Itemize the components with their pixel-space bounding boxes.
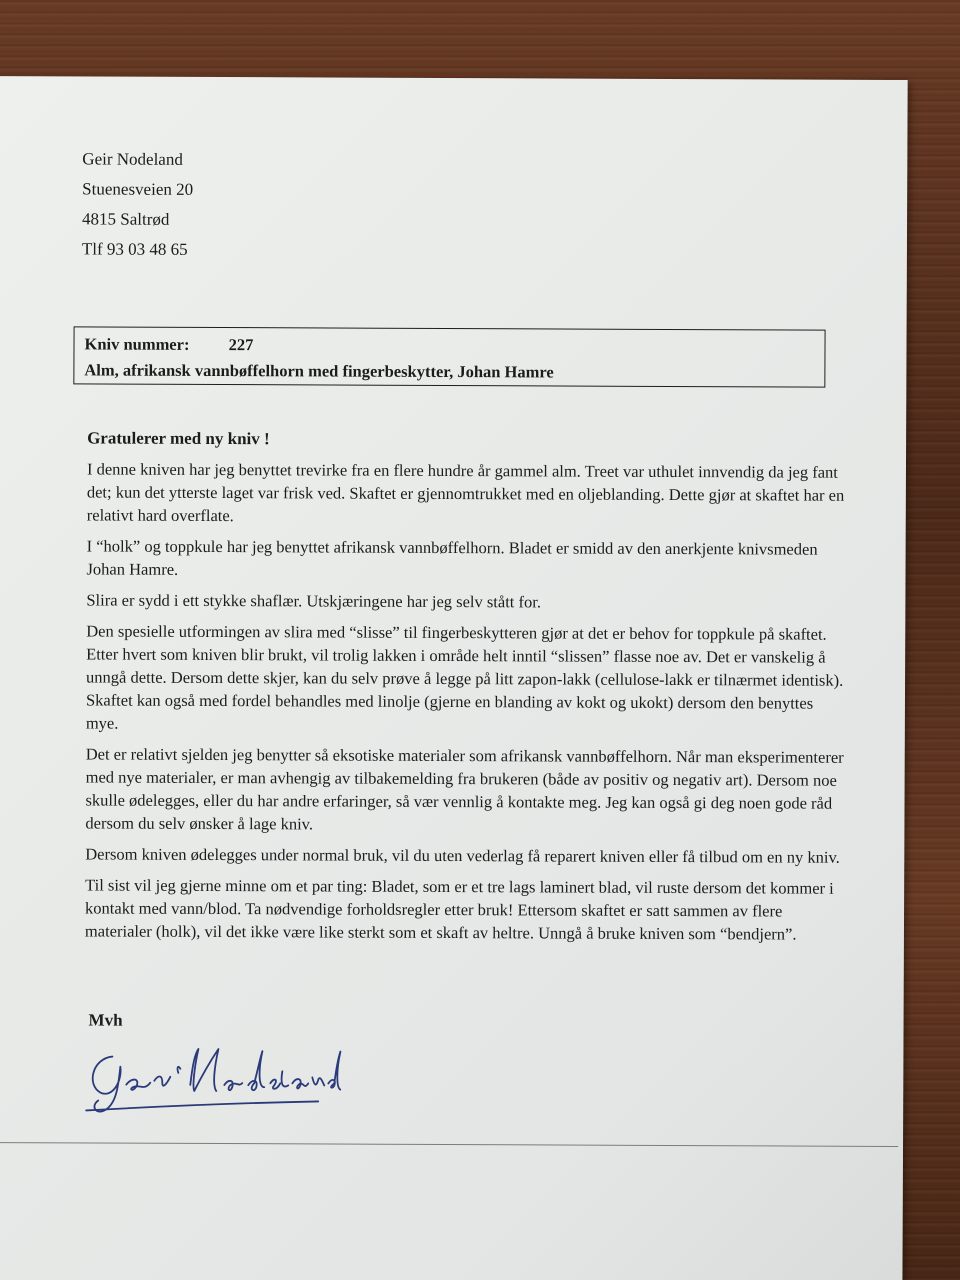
sender-street: Stuenesveien 20 <box>82 179 194 199</box>
knife-number-label: Kniv nummer: <box>84 334 190 354</box>
paragraph-feedback: Det er relativt sjelden jeg benytter så eksotiske materialer som afrikansk vannbøffelhorn. Når man eksperimenterer med nye materialer, er man avhengig av tilbakemelding fra brukeren (både av positiv og negativ art). Dersom noe skulle ødelegges, eller du har andre erfaringer, så vær vennlig å kontakte meg. Jeg kan også gi deg noen gode råd dersom du selv ønsker å lage kniv. <box>85 744 844 834</box>
sender-name: Geir Nodeland <box>82 149 183 169</box>
paragraph-warranty: Dersom kniven ødelegges under normal bruk, vil du uten vederlag få reparert kniven eller få tilbud om en ny kniv. <box>85 844 840 867</box>
knife-number-line <box>84 331 814 360</box>
knife-number-value: 227 <box>228 335 254 355</box>
knife-description: Alm, afrikansk vannbøffelhorn med fingerbeskytter, Johan Hamre <box>84 360 554 382</box>
sender-phone: Tlf 93 03 48 65 <box>81 239 188 259</box>
handwritten-signature <box>82 1026 342 1117</box>
bottom-rule <box>0 1142 898 1147</box>
paragraph-warnings: Til sist vil jeg gjerne minne om et par ting: Bladet, som er et tre lags laminert blad, vil ruste dersom det kommer i kontakt med vann/blod. Ta nødvendige forholdsregler etter bruk! Ettersom skaftet er satt sammen av flere materialer (holk), vil det ikke være like sterkt som et skaft av heltre. Unngå å bruke kniven som “bendjern”. <box>84 875 834 944</box>
letter-page <box>0 76 908 1280</box>
subject-box <box>73 326 825 387</box>
closing: Mvh <box>88 1010 123 1030</box>
paragraph-care: Den spesielle utformingen av slira med “slisse” til fingerbeskytteren gjør at det er behov for toppkule på skaftet. Etter hvert som kniven blir brukt, vil trolig lakken i område helt inntil “slissen” flasse noe av. Det er vanskelig å unngå dette. Dersom dette skjer, kan du selv prøve å legge på litt zapon-lakk (cellulose-lakk er tilnærmet identisk). Skaftet kan også med fordel behandles med linolje (gjerne en blanding av kokt og ukokt) dersom den benyttes mye. <box>85 621 844 733</box>
letter-body <box>85 426 847 953</box>
paragraph-sheath: Slira er sydd i ett stykke shaflær. Utskjæringene har jeg selv stått for. <box>86 590 542 612</box>
greeting: Gratulerer med ny kniv ! <box>87 428 270 449</box>
paragraph-wood: I denne kniven har jeg benyttet trevirke fra en flere hundre år gammel alm. Treet var uthulet innvendig da jeg fant det; kun det ytterste laget var frisk ved. Skaftet er gjennomtrukket med en oljeblanding. Dette gjør at skaftet har en relativt hard overflate. <box>86 459 845 526</box>
sender-postal: 4815 Saltrød <box>82 209 170 229</box>
paragraph-horn: I “holk” og toppkule har jeg benyttet afrikansk vannbøffelhorn. Bladet er smidd av den anerkjente knivsmeden Johan Hamre. <box>86 536 818 579</box>
sender-address-block <box>82 144 193 264</box>
